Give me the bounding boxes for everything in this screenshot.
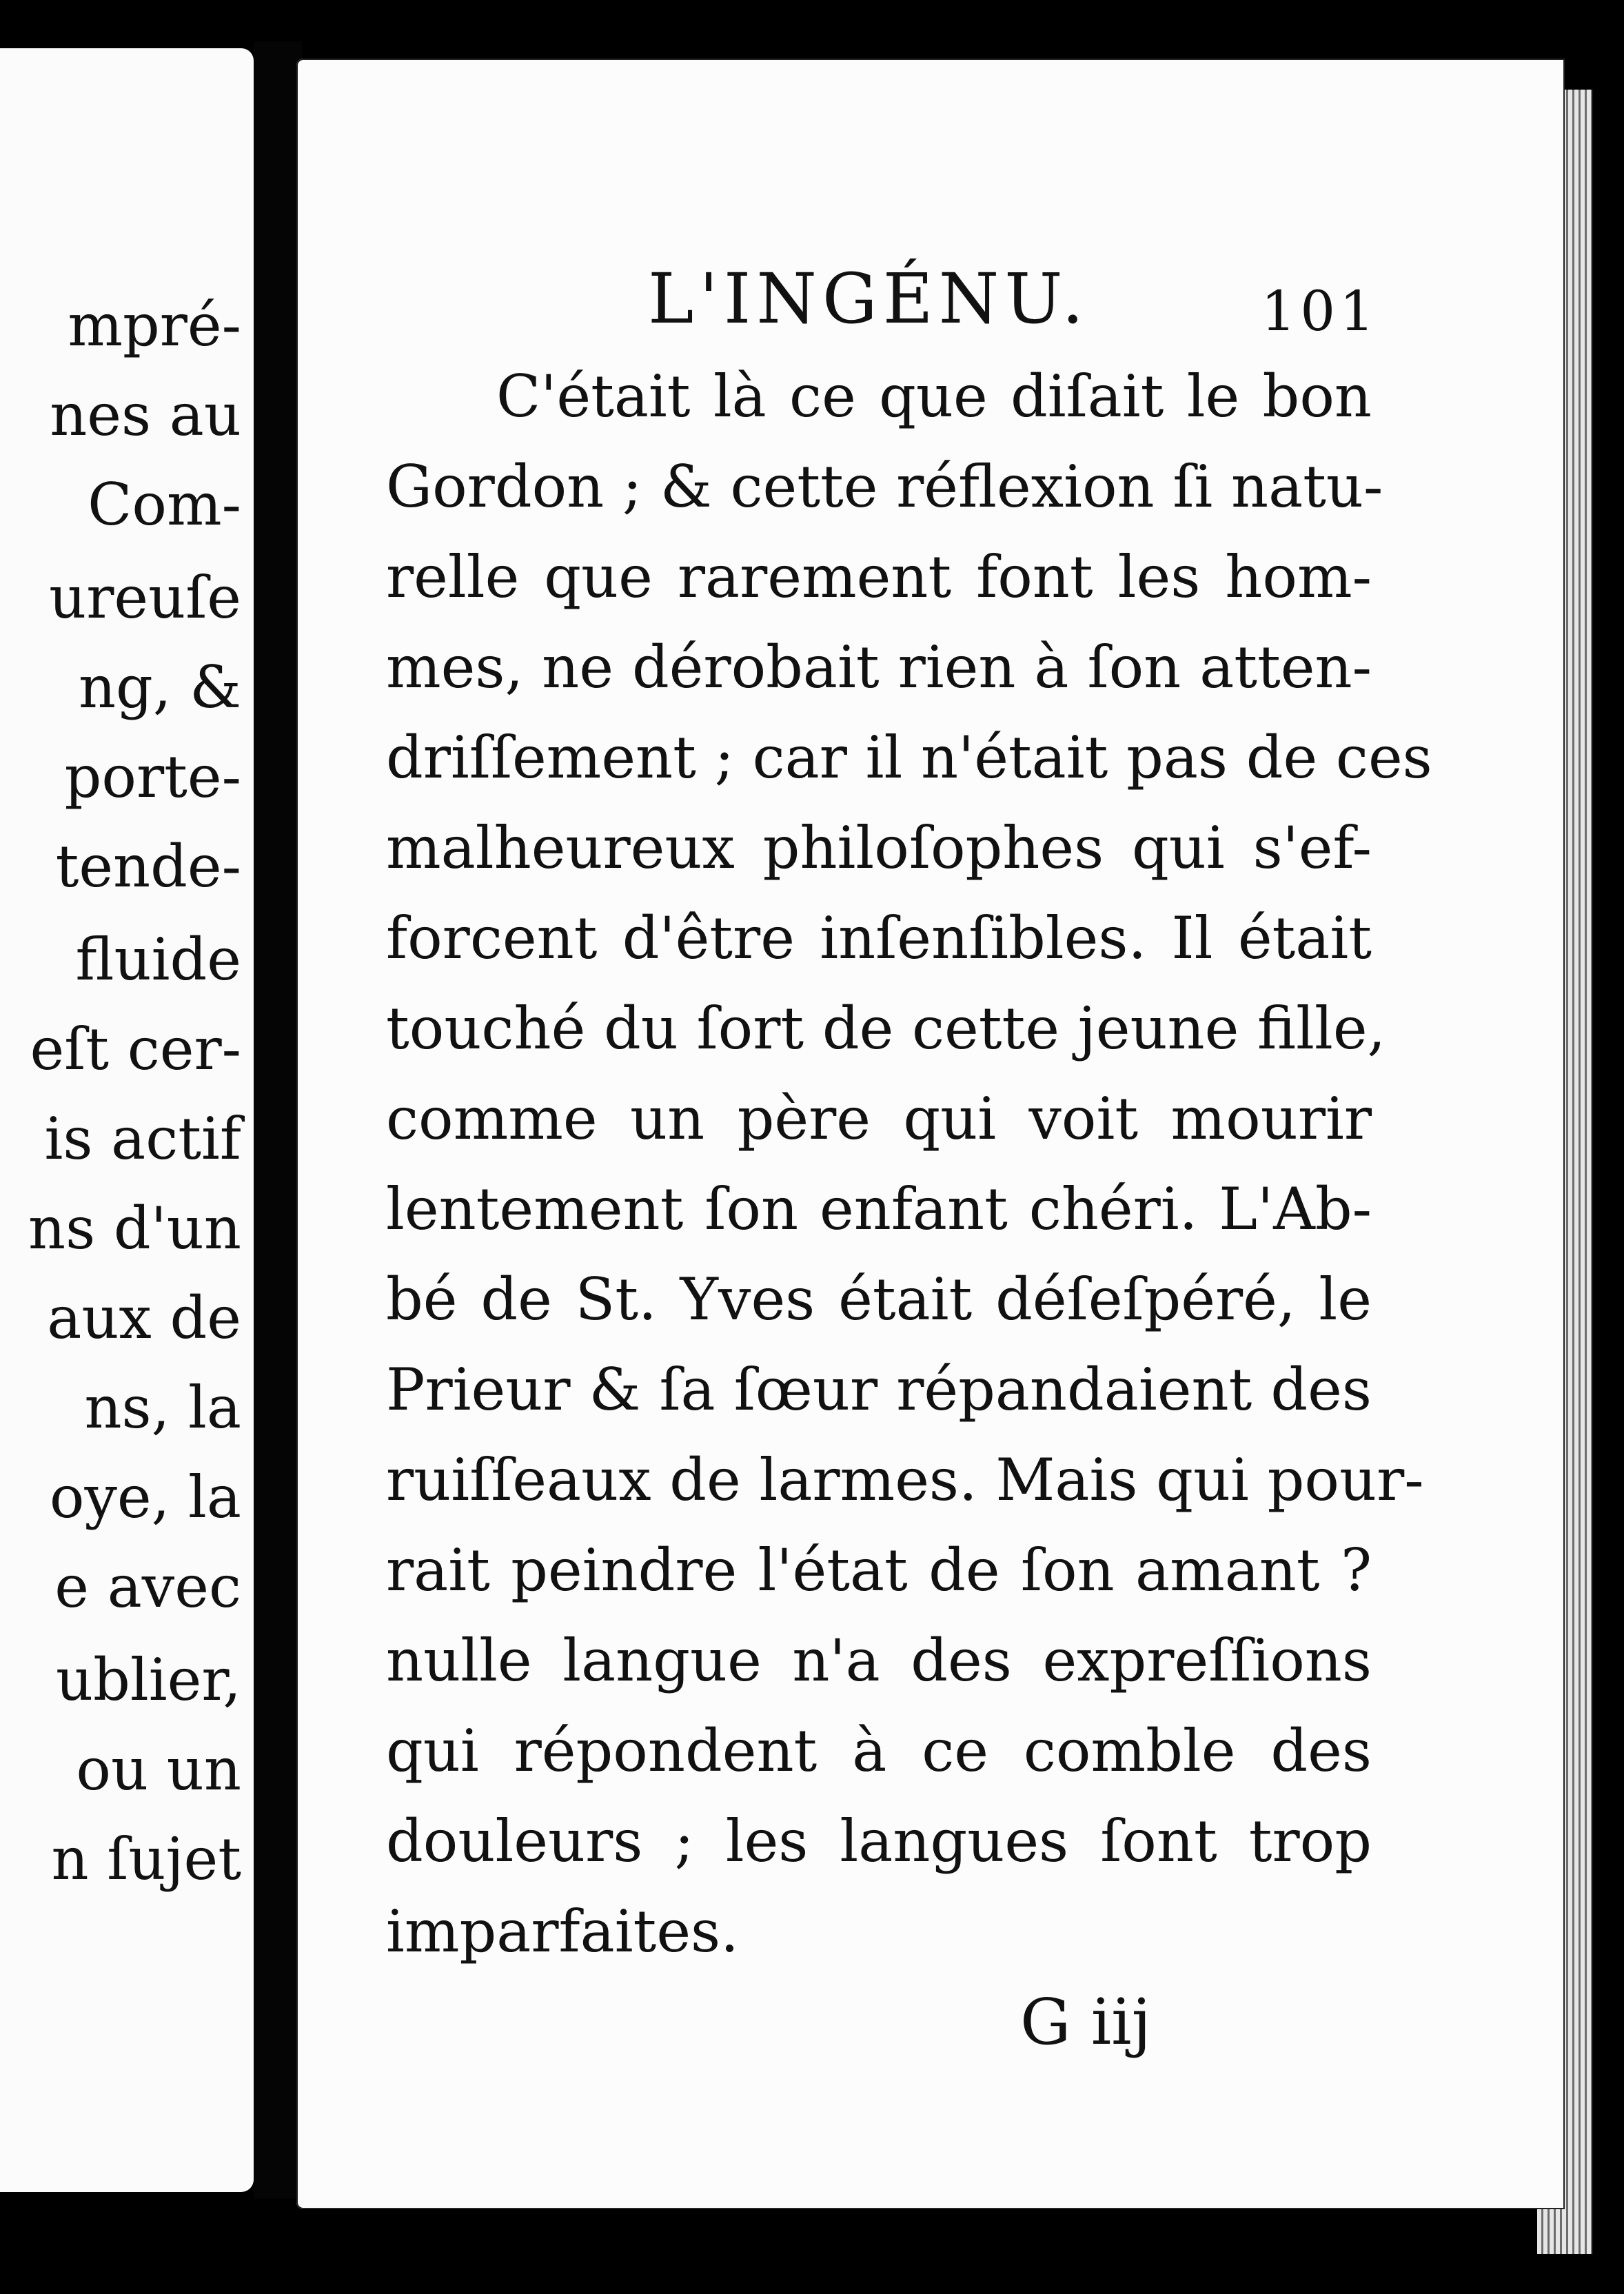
left-page-line: nes au (50, 381, 241, 449)
left-page-line: aux de (47, 1284, 241, 1352)
body-line: malheureux philoſophes qui s'ef- (386, 814, 1372, 882)
left-page-line: porte- (64, 743, 241, 811)
page-number: 101 (1261, 279, 1379, 343)
body-line: bé de St. Yves était déſeſpéré, le (386, 1266, 1372, 1333)
left-page-line: ublier, (56, 1646, 241, 1714)
left-page-line: ureuſe (49, 564, 241, 631)
left-page-line: ns, la (84, 1374, 241, 1441)
left-page-line: ns d'un (28, 1195, 241, 1262)
left-page-line: mpré- (68, 292, 241, 359)
left-page (0, 48, 254, 2192)
left-page-line: tende- (55, 833, 241, 900)
book-gutter (254, 41, 302, 2199)
body-line: qui répondent à ce comble des (386, 1717, 1372, 1785)
running-head (648, 258, 1406, 343)
body-line: C'était là ce que diſait le bon (496, 363, 1372, 430)
left-page-line: fluide (75, 926, 241, 993)
body-line: douleurs ; les langues ſont trop (386, 1807, 1372, 1875)
body-line: mes, ne dérobait rien à ſon atten- (386, 633, 1372, 701)
body-line: lentement ſon enfant chéri. L'Ab- (386, 1175, 1372, 1243)
body-line: nulle langue n'a des expreſſions (386, 1627, 1372, 1694)
body-line: imparfaites. (386, 1898, 739, 1965)
body-line: Gordon ; & cette réflexion ſi natu- (386, 453, 1383, 520)
left-page-line: eſt cer- (30, 1015, 241, 1083)
body-line: ruiſſeaux de larmes. Mais qui pour- (386, 1446, 1424, 1514)
left-page-line: oye, la (49, 1463, 241, 1531)
signature-mark: G iij (1020, 1985, 1152, 2059)
running-title: L'INGÉNU. (648, 258, 1090, 339)
body-line: rait peindre l'état de ſon amant ? (386, 1536, 1372, 1604)
body-paragraph (386, 352, 1432, 1977)
body-line: touché du ſort de cette jeune fille, (386, 995, 1386, 1062)
body-line: relle que rarement font les hom- (386, 543, 1372, 611)
body-line: comme un père qui voit mourir (386, 1085, 1372, 1153)
left-page-line: ou un (76, 1736, 241, 1803)
body-line: driſſement ; car il n'était pas de ces (386, 724, 1432, 791)
left-page-line: Com- (88, 471, 241, 538)
left-page-line: e avec (54, 1553, 241, 1621)
body-line: forcent d'être inſenſibles. Il était (386, 904, 1372, 972)
left-page-line: is actif (44, 1105, 241, 1173)
body-line: Prieur & ſa ſœur répandaient des (386, 1356, 1372, 1423)
left-page-line: ng, & (78, 653, 241, 721)
left-page-line: n ſujet (51, 1825, 241, 1893)
